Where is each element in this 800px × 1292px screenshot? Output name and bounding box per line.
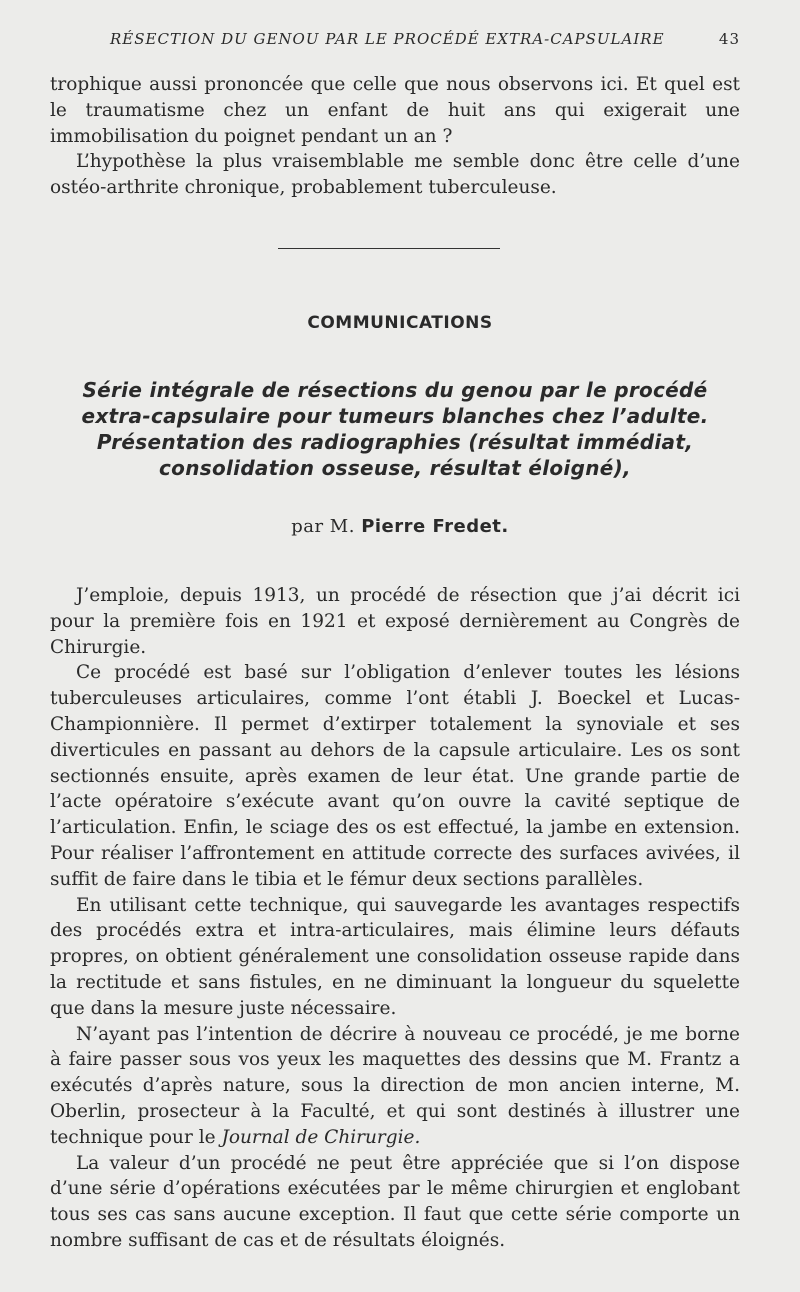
continued-text — [50, 72, 740, 201]
paper-title-line: extra-capsulaire pour tumeurs blanches chez l’adulte. — [81, 404, 709, 428]
journal-name: Journal de Chirurgie. — [221, 1126, 421, 1148]
paper-title — [50, 377, 740, 481]
page-number: 43 — [718, 30, 740, 48]
running-head — [50, 30, 740, 50]
paragraph: L’hypothèse la plus vraisemblable me semble donc être celle d’une ostéo-arthrite chronique, probablement tuberculeuse. — [50, 151, 740, 199]
paper-title-line: consolidation osseuse, résultat éloigné), — [159, 456, 631, 480]
author-name: Pierre Fredet. — [361, 516, 509, 537]
paper-title-line: Série intégrale de résections du genou par le procédé — [82, 378, 708, 402]
paragraph: trophique aussi prononcée que celle que nous observons ici. Et quel est le traumatisme chez un enfant de huit ans qui exigerait une immobilisation du poignet pendant un an ? — [50, 74, 740, 147]
section-heading: COMMUNICATIONS — [307, 313, 493, 333]
paragraph: La valeur d’un procédé ne peut être appréciée que si l’on dispose d’une série d’opérations exécutées par le même chirurgien et englobant tous ses cas sans aucune exception. Il faut que cette série comporte un nombre suffisant de cas et de résultats éloignés. — [50, 1152, 740, 1251]
paragraph-text: N’ayant pas l’intention de décrire à nouveau ce procédé, je me borne à faire passer sous vos yeux les maquettes des dessins que M. Frantz a exécutés d’après nature, sous la direction de mon ancien interne, M. Oberlin, prosecteur à la Faculté, et qui sont destinés à illustrer une technique pour le — [50, 1023, 740, 1148]
byline — [0, 516, 800, 537]
running-head-title: RÉSECTION DU GENOU PAR LE PROCÉDÉ EXTRA-CAPSULAIRE — [110, 30, 665, 48]
paragraph: Ce procédé est basé sur l’obligation d’enlever toutes les lésions tuberculeuses articulaires, comme l’ont établi J. Boeckel et Lucas-Championnière. Il permet d’extirper totalement la synoviale et ses diverticules en passant au dehors de la capsule articulaire. Les os sont sectionnés ensuite, après examen de leur état. Une grande partie de l’acte opératoire s’exécute avant qu’on ouvre la cavité septique de l’articulation. Enfin, le sciage des os est effectué, la jambe en extension. Pour réaliser l’affrontement en attitude correcte des surfaces avivées, il suffit de faire dans le tibia et le fémur deux sections parallèles. — [50, 662, 740, 890]
paragraph — [50, 1022, 740, 1151]
article-body — [50, 583, 740, 1254]
section-divider — [278, 248, 500, 249]
paragraph: J’emploie, depuis 1913, un procédé de résection que j’ai décrit ici pour la première fois en 1921 et exposé dernièrement au Congrès de Chirurgie. — [50, 585, 740, 658]
byline-prefix: par M. — [291, 516, 355, 537]
paper-title-line: Présentation des radiographies (résultat immédiat, — [96, 430, 694, 454]
paragraph: En utilisant cette technique, qui sauvegarde les avantages respectifs des procédés extra et intra-articulaires, mais élimine leurs défauts propres, on obtient généralement une consolidation osseuse rapide dans la rectitude et sans fistules, en ne diminuant la longueur du squelette que dans la mesure juste nécessaire. — [50, 894, 740, 1019]
